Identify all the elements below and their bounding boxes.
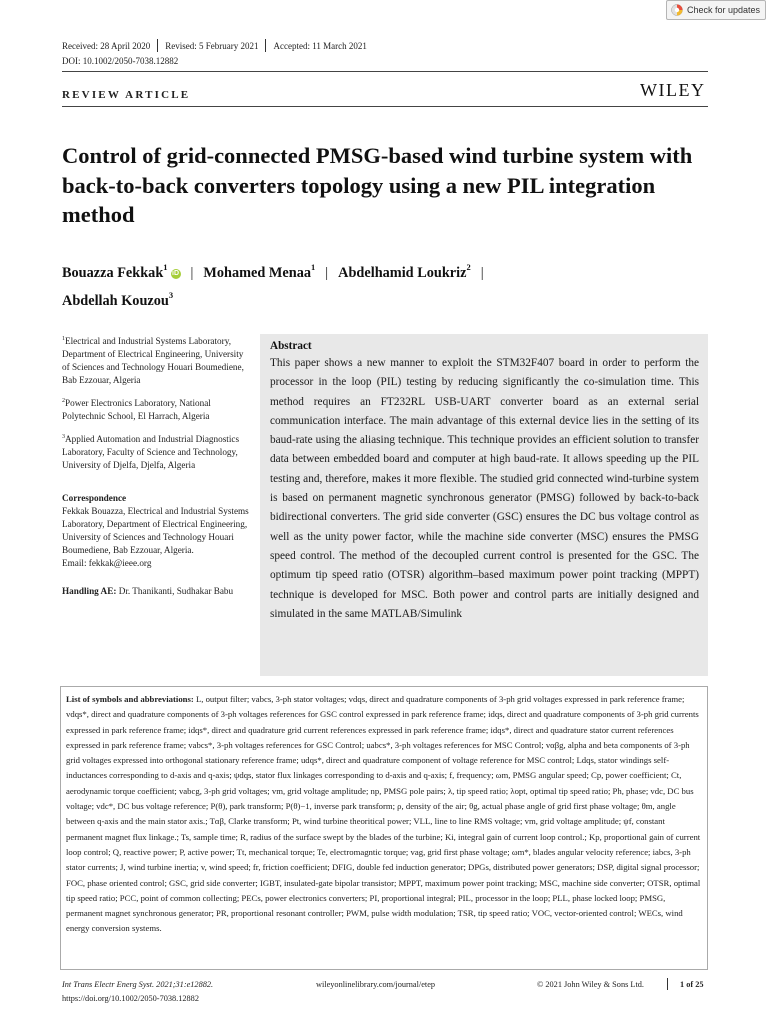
symbols-heading: List of symbols and abbreviations: xyxy=(66,694,194,704)
abstract-text: This paper shows a new manner to exploit the STM32F407 board in order to perform the processor in the loop (PIL) testing by reducing significantly the co-simulation time. This method requires an FT232RL USB-UART converter board as an external serial communication interface. The main advantage of this external device lies in the setting of its baud-rate using the aliasing technique. This technique provides an efficient solution to transfer data between embedded board and computer at high baud-rate. It allows speeding up the PIL testing and, therefore, makes it more flexible. The studied grid connected wind-turbine system is based on permanent magnetic synchronous generator (PMSG) followed by back-to-back bidirectional converters. The grid side converter (GSC) ensures the DC bus voltage control as well as the unity power factor, while the machine side converter (MSC) ensures the PMSG speed control. The method of the decoupled current control is presented for the GSC. The optimum tip speed ratio (OTSR) algorithm–based maximum power point tracking (MPPT) technique is developed for MSC. Both power and control parts are initially designed and simulated in the same MATLAB/Simulink xyxy=(270,357,699,620)
journal-site-link[interactable]: wileyonlinelibrary.com/journal/etep xyxy=(316,980,436,989)
header-rule-lower xyxy=(62,106,708,107)
revised-date: Revised: 5 February 2021 xyxy=(165,40,259,51)
abstract-box xyxy=(260,334,708,676)
correspondence-email[interactable]: Email: fekkak@ieee.org xyxy=(62,558,152,569)
affiliation: $^1$Electrical and Industrial Systems Laboratory, Department of Electrical Engineering, University of Sciences and Technology Houari Boumediene, Bab Ezzouar, Algeria xyxy=(62,336,244,386)
date-divider xyxy=(157,39,158,52)
article-dates xyxy=(62,39,367,52)
page-number: 1 of 25 xyxy=(680,980,704,989)
footer-divider xyxy=(667,978,668,990)
author-name[interactable]: Mohamed Menaa$^1$ xyxy=(203,262,316,281)
author-separator: | xyxy=(325,264,329,281)
check-for-updates-label: Check for updates xyxy=(687,5,761,15)
received-date: Received: 28 April 2020 xyxy=(62,40,151,51)
symbols-text: L, output filter; vabcs, 3-ph stator voltages; vdqs, direct and quadrature components of 3-ph grid voltages expressed in park reference frame; vdqs*, direct and quadrature components of 3-ph voltages references for GSC control expressed in park reference frame; idqs, direct and quadrature components of 3-ph grid currents expressed in park reference frame; idqs*, direct and quadrature grid current references expressed in park reference frame; idqs*, direct and quadrature stator current references expressed in park reference frame; vabcs*, 3-ph voltages references for GSC Control; uabcs*, 3-ph voltages references for MSC Control; vαβg, alpha and beta components of 3-ph grid voltages expressed into orthogonal stationary reference frame; udqs*, direct and quadrature component of voltage reference for MSC control; Ldqs, stator windings self-inductances corresponding to d-axis and q-axis; ψdqs, stator flux linkages corresponding to d-axis and q-axis; f, frequency; ωm, PMSG angular speed; Cp, power coefficient; Ct, aerodynamic torque coefficient; vabcg, 3-ph grid voltages; vm, grid voltage amplitude; np, PMSG pole pairs; λ, tip speed ratio; λopt, optimal tip speed ratio; Ph, phase; vdc, DC bus voltage; vdc*, DC bus voltage reference; P(θ), park transform; P(θ)−1, inverse park transform; ρ, density of the air; θg, actual phase angle of grid first phase voltage; θm, angle between q-axis and the main stator axis.; Tαβ, Clarke transform; Pt, wind turbine theoritical power; VLL, line to line RMS voltage; vm, grid voltage amplitude; ψf, constant permanent magnet flux linkage.; Ts, sample time; R, radius of the surface swept by the blades of the turbine; Ki, integral gain of current loop control.; Kp, proportional gain of current loop control; Q, reactive power; P, active power; Tt, mechanical torque; Te, electromagntic torque; vag, grid first phase voltage; ωm*, blades angular velocity reference; iabcs, 3-ph stator currents; J, wind turbine inertia; v, wind speed; fr, friction coefficient; DFIG, double fed induction generator; DPGs, distributed power generators; DSP, digital signal processor; FOC, phase oriented control; GSC, grid side converter; IGBT, insulated-gate bipolar transistor; MPPT, maximum power point tracking; MSC, machine side converter; OTSR, optimal tip speed ratio; PCC, point of common collecting; PECs, power electronics converters; PI, proportional integral; PIL, processor in the loop; PLL, phase locked loop; PMSG, permanent magnet synchronous generator; PR, proportional resonant controller; PWM, pulse width modulation; TSR, tip speed ratio; VOC, vector-oriented control; WECs, wind energy conversion systems. xyxy=(66,694,701,934)
correspondence-heading: Correspondence xyxy=(62,493,127,504)
orcid-icon[interactable]: iD xyxy=(172,269,180,277)
author-name[interactable]: Abdellah Kouzou$^3$ xyxy=(62,290,174,310)
crossmark-icon xyxy=(671,4,683,16)
author-name[interactable]: Abdelhamid Loukriz$^2$ xyxy=(338,262,471,281)
author-list xyxy=(62,257,682,314)
doi-link[interactable]: https://doi.org/10.1002/2050-7038.12882 xyxy=(62,994,199,1003)
author-separator: | xyxy=(480,264,484,281)
copyright: © 2021 John Wiley & Sons Ltd. xyxy=(537,980,644,989)
author-name[interactable]: Bouazza Fekkak$^1$ xyxy=(62,262,168,281)
publisher-logo: WILEY xyxy=(640,80,706,100)
accepted-date: Accepted: 11 March 2021 xyxy=(273,40,367,51)
date-divider xyxy=(265,39,266,52)
symbols-box xyxy=(60,686,708,970)
affiliations-column xyxy=(62,333,252,606)
handling-editor: Handling AE: Dr. Thanikanti, Sudhakar Babu xyxy=(62,586,234,597)
check-for-updates-button[interactable] xyxy=(666,0,766,20)
article-title: Control of grid-connected PMSG-based wind turbine system with back-to-back converters topology using a new PIL integration method xyxy=(62,143,693,227)
journal-citation: Int Trans Electr Energ Syst. 2021;31:e12882. xyxy=(62,980,214,989)
abstract-heading: Abstract xyxy=(270,340,312,352)
affiliation: $^2$Power Electronics Laboratory, National Polytechnic School, El Harrach, Algeria xyxy=(62,398,211,422)
article-doi[interactable]: DOI: 10.1002/2050-7038.12882 xyxy=(62,56,179,66)
affiliation: $^3$Applied Automation and Industrial Diagnostics Laboratory, Faculty of Science and Technology, University of Djelfa, Djelfa, Algeria xyxy=(62,434,240,471)
header-rule xyxy=(62,71,708,72)
author-separator: | xyxy=(190,264,194,281)
article-type: REVIEW ARTICLE xyxy=(62,89,191,101)
correspondence-text: Fekkak Bouazza, Electrical and Industrial Systems Laboratory, Department of Electrical Engineering, University of Sciences and Technology Houari Boumediene, Bab Ezzouar, Algeria. xyxy=(62,506,249,556)
